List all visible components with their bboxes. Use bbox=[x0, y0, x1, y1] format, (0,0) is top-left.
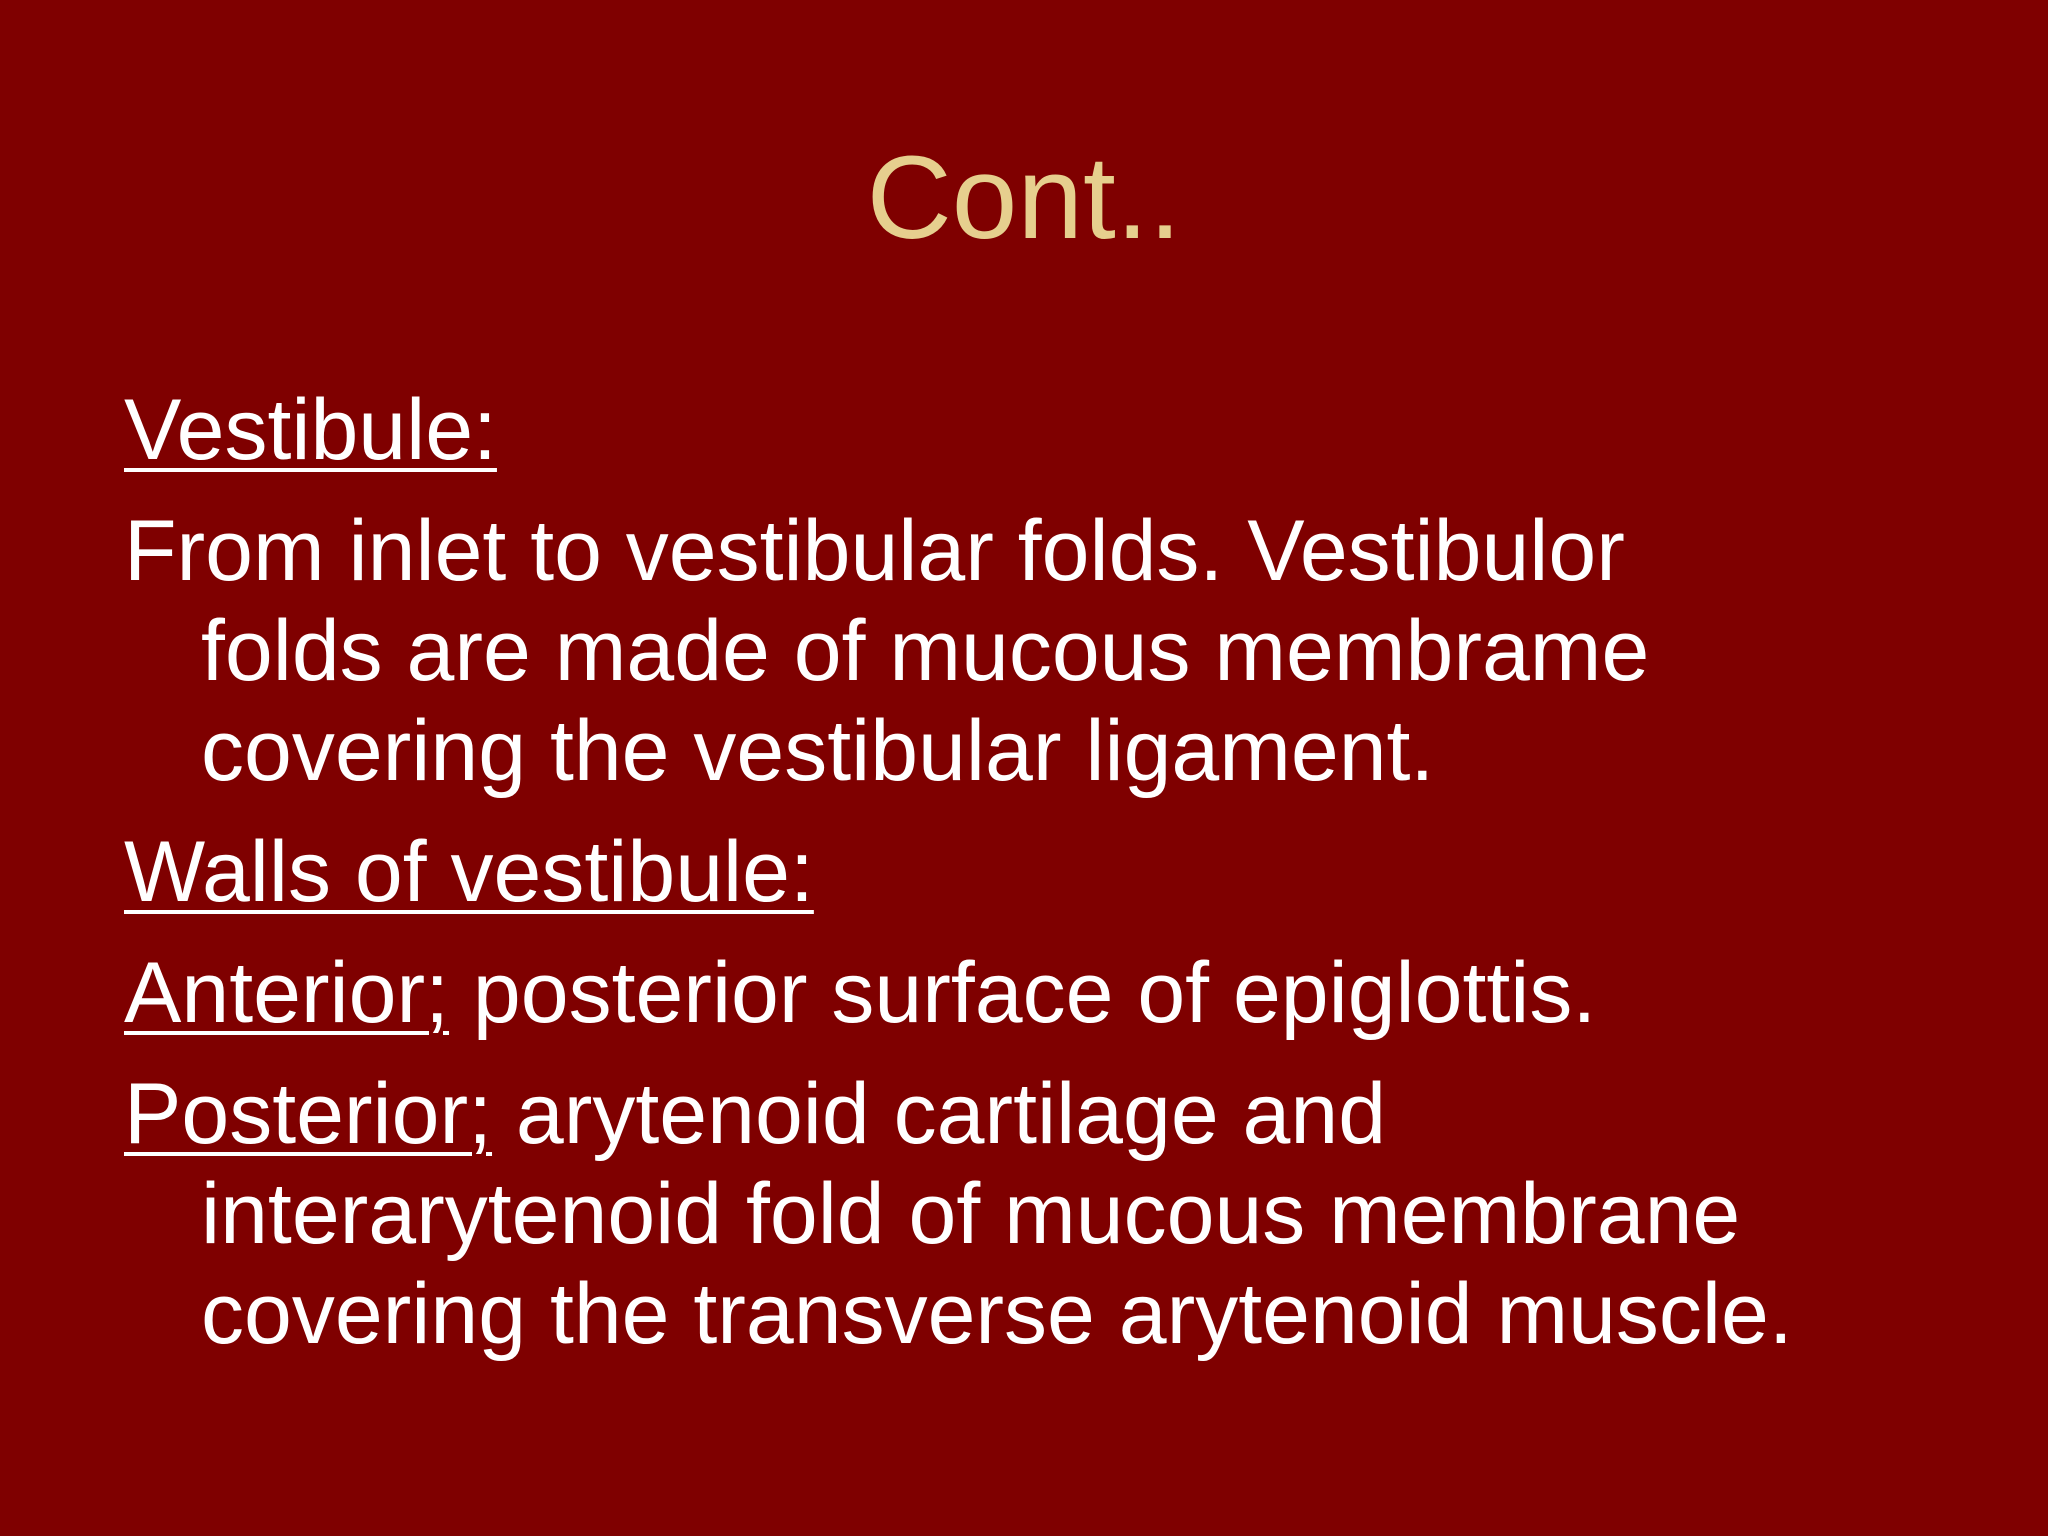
vestibule-line-3: covering the vestibular ligament. bbox=[201, 703, 1435, 799]
posterior-line-1: arytenoid cartilage and bbox=[492, 1066, 1387, 1162]
posterior-line-2: interarytenoid fold of mucous membrane bbox=[201, 1166, 1741, 1262]
anterior-wall bbox=[124, 943, 1984, 1043]
posterior-line-3: covering the transverse arytenoid muscle. bbox=[201, 1266, 1793, 1362]
walls-heading bbox=[124, 822, 1984, 922]
posterior-wall bbox=[124, 1064, 1984, 1364]
walls-heading-text: Walls of vestibule: bbox=[124, 824, 814, 920]
slide-title: Cont.. bbox=[866, 132, 1182, 264]
anterior-text: posterior surface of epiglottis. bbox=[449, 945, 1597, 1041]
vestibule-heading-text: Vestibule: bbox=[124, 382, 497, 478]
anterior-label: Anterior; bbox=[124, 945, 450, 1041]
slide-body bbox=[124, 380, 1984, 1385]
vestibule-heading bbox=[124, 380, 1984, 480]
posterior-label: Posterior; bbox=[124, 1066, 493, 1162]
vestibule-line-2: folds are made of mucous membrame bbox=[201, 603, 1650, 699]
vestibule-description bbox=[124, 501, 1984, 801]
vestibule-line-1: From inlet to vestibular folds. Vestibulor bbox=[124, 503, 1625, 599]
